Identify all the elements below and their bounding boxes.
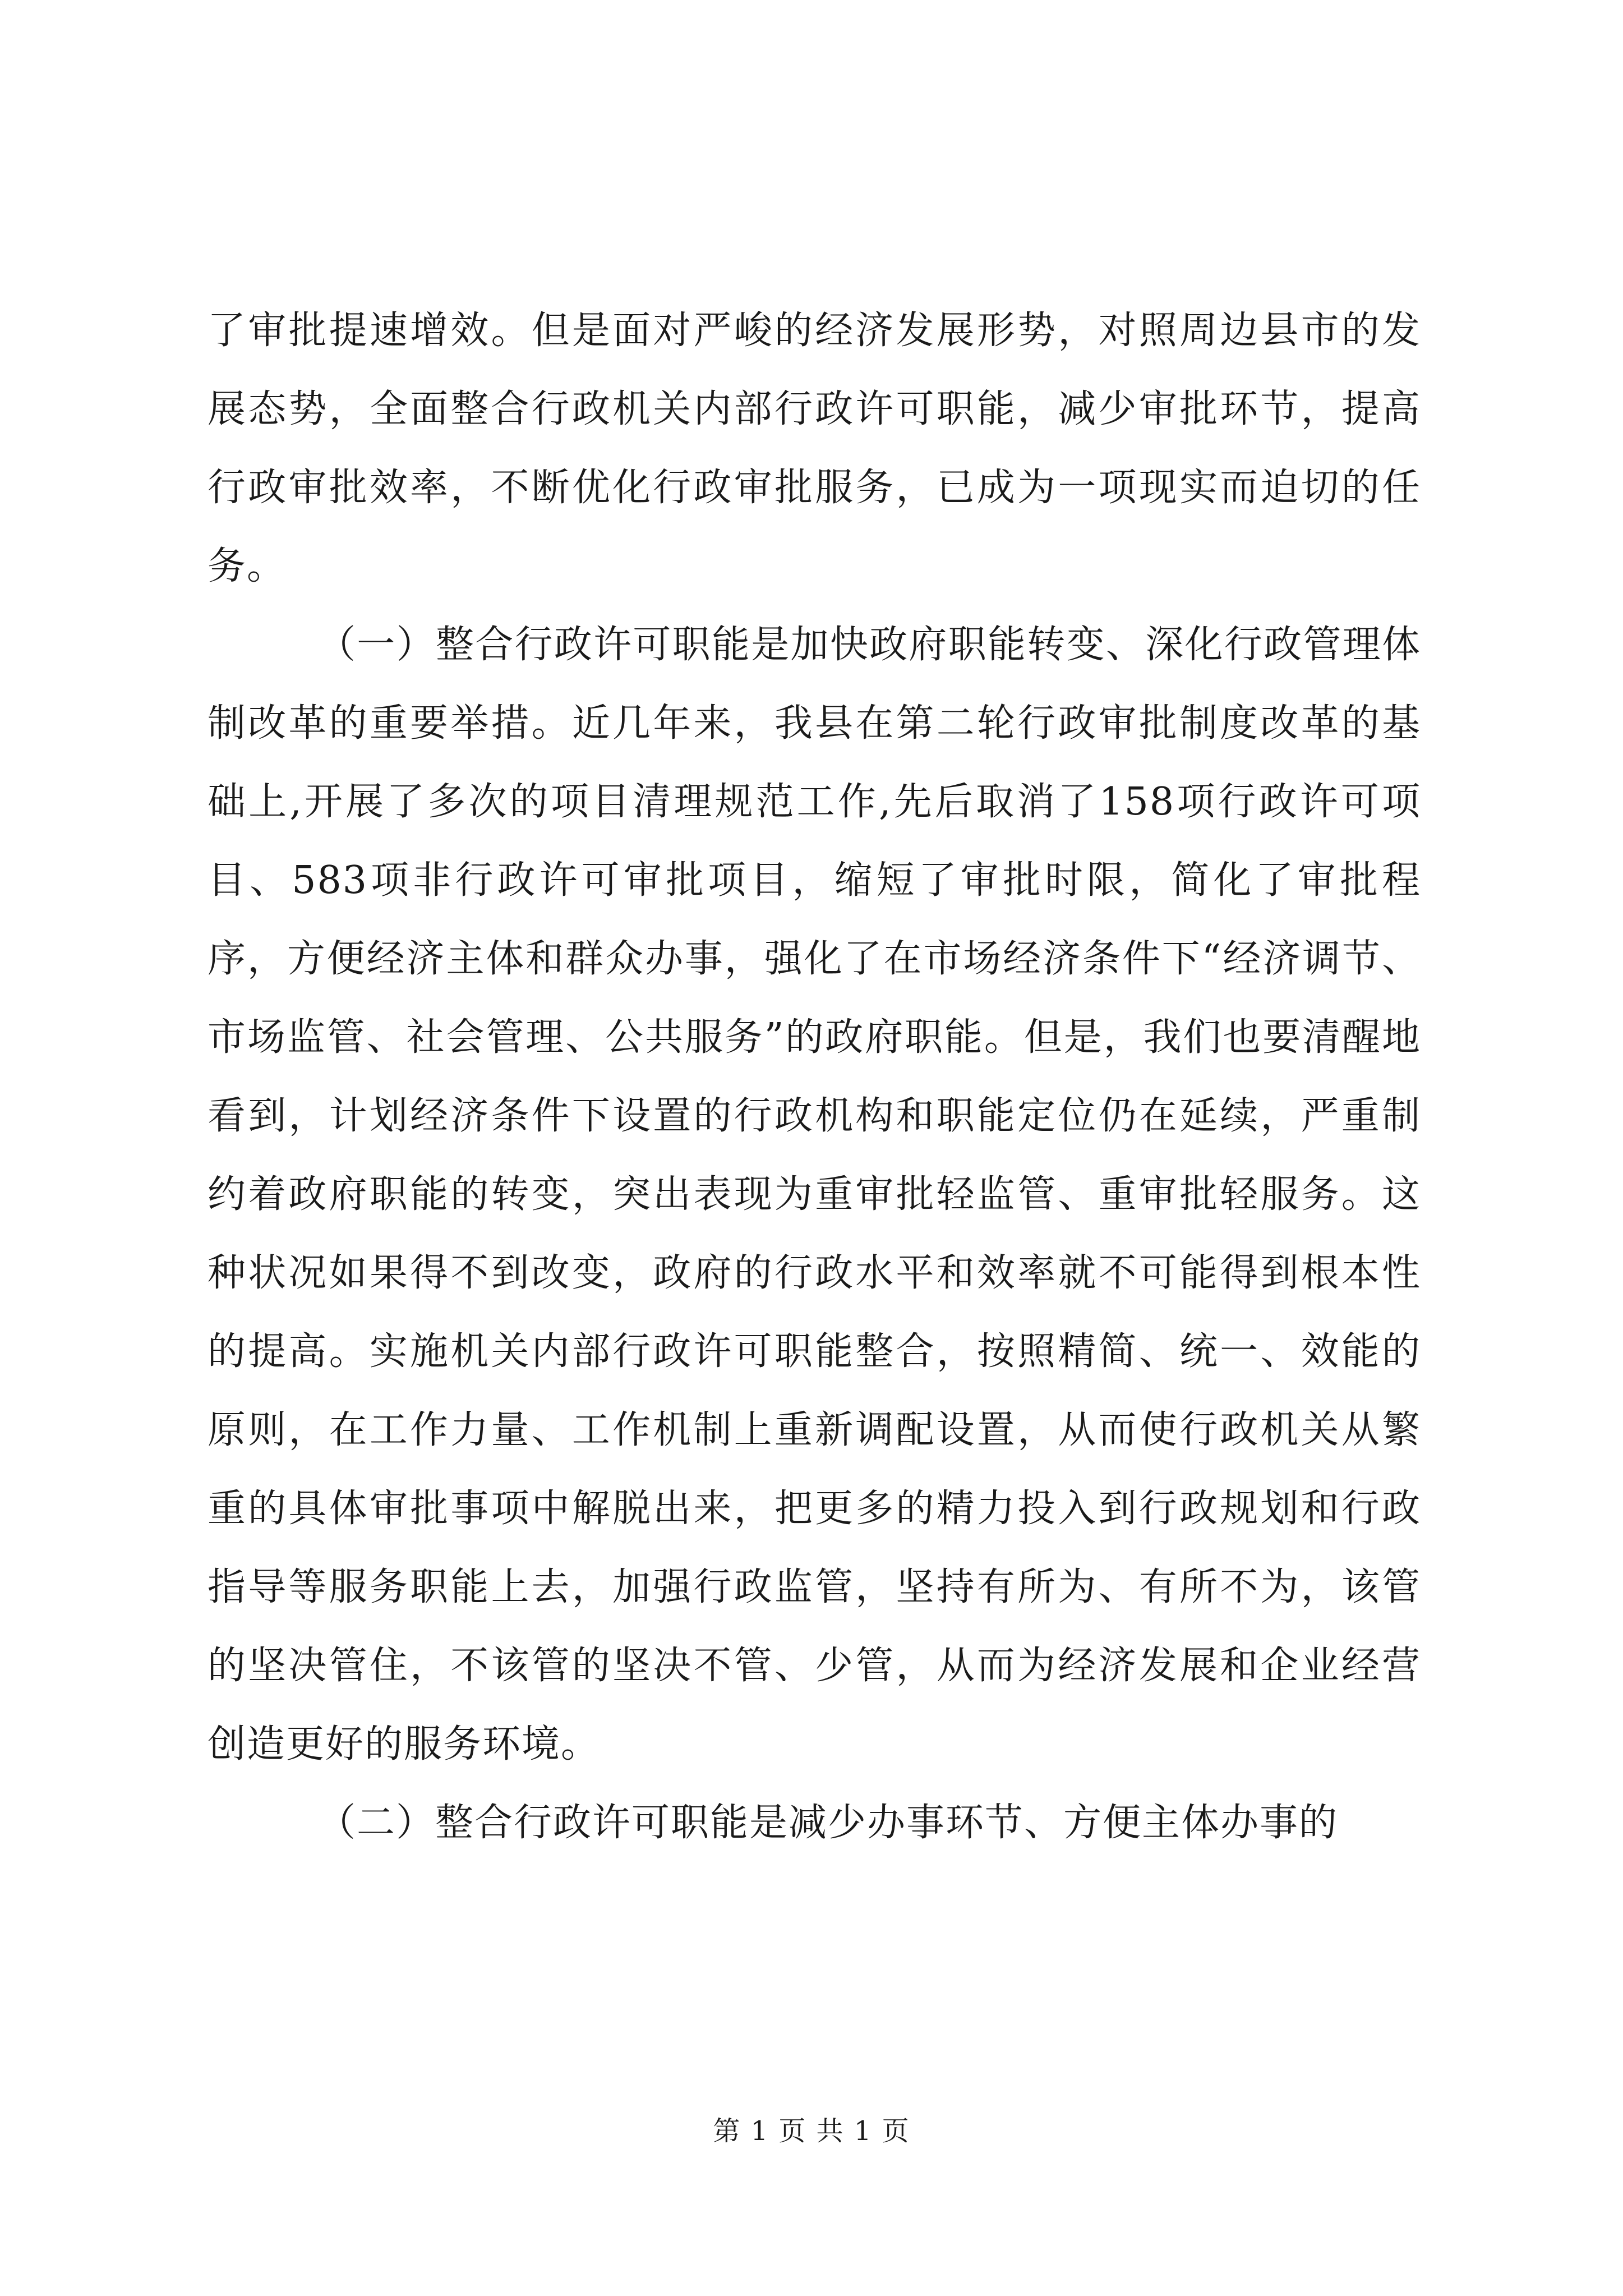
- paragraph-continuation: 了审批提速增效。但是面对严峻的经济发展形势，对照周边县市的发展态势，全面整合行政机关内部行政许可职能，减少审批环节，提高行政审批效率，不断优化行政审批服务，已成为一项现实而迫切的任务。: [208, 309, 1421, 588]
- paragraph-section-one: （一）整合行政许可职能是加快政府职能转变、深化行政管理体制改革的重要举措。近几年来，我县在第二轮行政审批制度改革的基础上,开展了多次的项目清理规范工作,先后取消了158项行政许可项目、583项非行政许可审批项目，缩短了审批时限，简化了审批程序，方便经济主体和群众办事，强化了在市场经济条件下“经济调节、市场监管、社会管理、公共服务”的政府职能。但是，我们也要清醒地看到，计划经济条件下设置的行政机构和职能定位仍在延续，严重制约着政府职能的转变，突出表现为重审批轻监管、重审批轻服务。这种状况如果得不到改变，政府的行政水平和效率就不可能得到根本性的提高。实施机关内部行政许可职能整合，按照精简、统一、效能的原则，在工作力量、工作机制上重新调配设置，从而使行政机关从繁重的具体审批事项中解脱出来，把更多的精力投入到行政规划和行政指导等服务职能上去，加强行政监管，坚持有所为、有所不为，该管的坚决管住，不该管的坚决不管、少管，从而为经济发展和企业经营创造更好的服务环境。: [208, 623, 1421, 1766]
- paragraph-section-two: （二）整合行政许可职能是减少办事环节、方便主体办事的: [317, 1801, 1339, 1845]
- page-footer: 第 1 页 共 1 页: [713, 2115, 910, 2147]
- document-body: [208, 292, 1421, 1862]
